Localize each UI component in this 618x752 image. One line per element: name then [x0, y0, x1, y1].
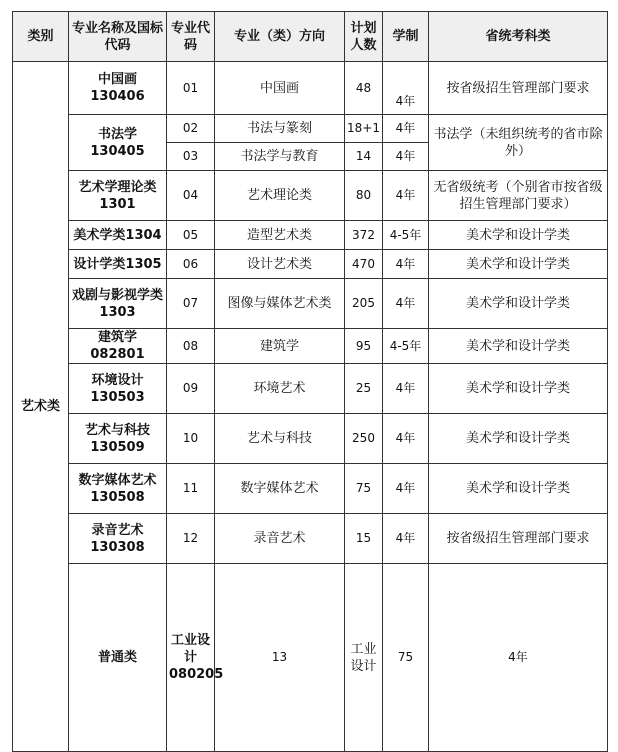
plan-count: 48 — [345, 62, 383, 115]
plan-count: 470 — [345, 250, 383, 279]
direction: 工业设计 — [345, 564, 383, 752]
major-code: 12 — [167, 514, 215, 564]
plan-count: 372 — [345, 221, 383, 250]
exam-category: 无省级统考（个别省市按省级招生管理部门要求） — [429, 171, 608, 221]
duration: 4年 — [383, 115, 429, 143]
direction: 数字媒体艺术 — [215, 464, 345, 514]
direction: 建筑学 — [215, 329, 345, 364]
plan-count: 205 — [345, 279, 383, 329]
exam-category: 美术学和设计学类 — [429, 464, 608, 514]
major-name: 戏剧与影视学类1303 — [69, 279, 167, 329]
plan-count: 75 — [345, 464, 383, 514]
duration: 4年 — [383, 464, 429, 514]
major-name: 工业设计080205 — [167, 564, 215, 752]
major-code: 11 — [167, 464, 215, 514]
exam-category: 美术学和设计学类 — [429, 414, 608, 464]
table-row — [13, 464, 608, 514]
major-name: 数字媒体艺术130508 — [69, 464, 167, 514]
duration: 4年 — [383, 414, 429, 464]
exam-category: 书法学（未组织统考的省市除外） — [429, 115, 608, 171]
table-row — [13, 514, 608, 564]
major-name: 录音艺术130308 — [69, 514, 167, 564]
duration: 4-5年 — [383, 329, 429, 364]
direction: 造型艺术类 — [215, 221, 345, 250]
major-name: 建筑学082801 — [69, 329, 167, 364]
major-code: 03 — [167, 143, 215, 171]
major-code: 09 — [167, 364, 215, 414]
major-name: 设计学类1305 — [69, 250, 167, 279]
major-code: 02 — [167, 115, 215, 143]
table-row — [13, 115, 608, 143]
major-code: 08 — [167, 329, 215, 364]
table-row — [13, 171, 608, 221]
exam-category: 美术学和设计学类 — [429, 364, 608, 414]
category-general: 普通类 — [69, 564, 167, 752]
major-name: 艺术与科技130509 — [69, 414, 167, 464]
exam-category: 按省级招生管理部门要求 — [429, 62, 608, 115]
direction: 书法学与教育 — [215, 143, 345, 171]
table-row — [13, 250, 608, 279]
major-code: 10 — [167, 414, 215, 464]
duration: 4年 — [383, 143, 429, 171]
major-code: 05 — [167, 221, 215, 250]
major-code: 13 — [215, 564, 345, 752]
duration: 4年 — [383, 364, 429, 414]
category-art: 艺术类 — [13, 62, 69, 752]
major-name: 美术学类1304 — [69, 221, 167, 250]
direction: 设计艺术类 — [215, 250, 345, 279]
plan-count: 80 — [345, 171, 383, 221]
plan-count: 95 — [345, 329, 383, 364]
major-name: 艺术学理论类1301 — [69, 171, 167, 221]
major-code: 07 — [167, 279, 215, 329]
duration: 4年 — [383, 279, 429, 329]
direction: 书法与篆刻 — [215, 115, 345, 143]
table-row — [13, 564, 608, 752]
direction: 环境艺术 — [215, 364, 345, 414]
exam-category: 美术学和设计学类 — [429, 279, 608, 329]
plan-count: 25 — [345, 364, 383, 414]
header-direction: 专业（类）方向 — [215, 12, 345, 62]
direction: 艺术理论类 — [215, 171, 345, 221]
plan-count: 250 — [345, 414, 383, 464]
exam-category: 美术学和设计学类 — [429, 250, 608, 279]
plan-count: 18+1 — [345, 115, 383, 143]
duration: 4-5年 — [383, 221, 429, 250]
admissions-plan-table — [12, 11, 608, 752]
major-name: 环境设计130503 — [69, 364, 167, 414]
major-code: 01 — [167, 62, 215, 115]
table-header-row — [13, 12, 608, 62]
table-row — [13, 329, 608, 364]
header-plan: 计划人数 — [345, 12, 383, 62]
header-code: 专业代码 — [167, 12, 215, 62]
table-row — [13, 364, 608, 414]
major-name: 中国画130406 — [69, 62, 167, 115]
exam-category: 美术学和设计学类 — [429, 221, 608, 250]
major-code: 04 — [167, 171, 215, 221]
table-row — [13, 62, 608, 115]
duration: 4年 — [383, 250, 429, 279]
duration: 4年 — [383, 514, 429, 564]
plan-count: 14 — [345, 143, 383, 171]
table-row — [13, 414, 608, 464]
plan-count: 75 — [383, 564, 429, 752]
exam-category: 美术学和设计学类 — [429, 329, 608, 364]
major-code: 06 — [167, 250, 215, 279]
duration: 4年 — [429, 564, 608, 752]
major-name: 书法学130405 — [69, 115, 167, 171]
direction: 艺术与科技 — [215, 414, 345, 464]
duration: 4年 — [383, 62, 429, 115]
exam-category: 按省级招生管理部门要求 — [429, 514, 608, 564]
plan-count: 15 — [345, 514, 383, 564]
table-row — [13, 279, 608, 329]
direction: 图像与媒体艺术类 — [215, 279, 345, 329]
direction: 录音艺术 — [215, 514, 345, 564]
header-category: 类别 — [13, 12, 69, 62]
header-exam: 省统考科类 — [429, 12, 608, 62]
header-major: 专业名称及国标代码 — [69, 12, 167, 62]
admissions-table-container — [12, 11, 608, 752]
table-row — [13, 221, 608, 250]
duration: 4年 — [383, 171, 429, 221]
direction: 中国画 — [215, 62, 345, 115]
header-duration: 学制 — [383, 12, 429, 62]
